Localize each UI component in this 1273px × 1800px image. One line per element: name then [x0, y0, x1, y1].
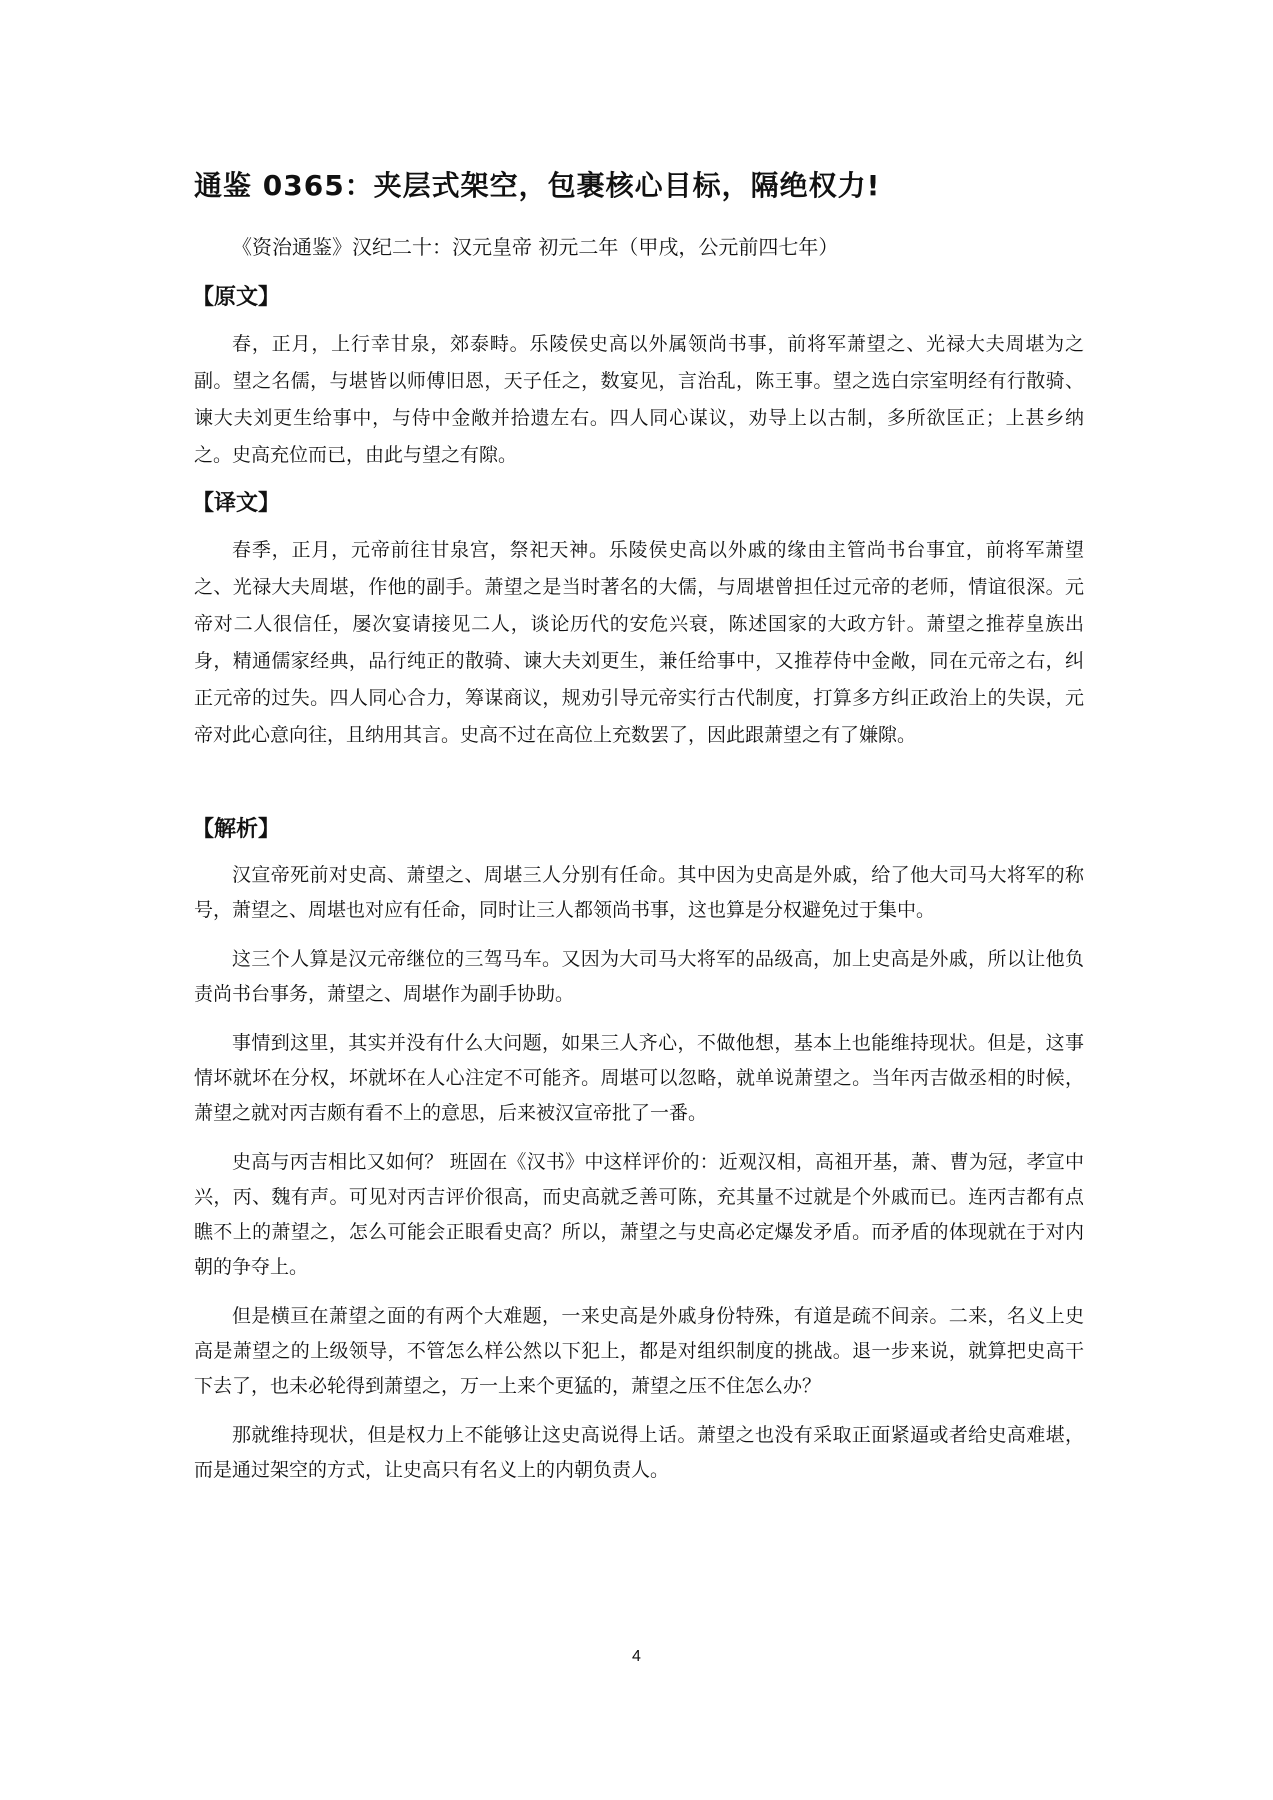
- analysis-p4-rest: 可见对丙吉评价很高，而史高就乏善可陈，充其量不过就是个外戚而已。连丙吉都有点瞧不上的萧望之，怎么可能会正眼看史高？所以，萧望之与史高必定爆发矛盾。而矛盾的体现就在于对内朝的争夺上。: [194, 1186, 1084, 1278]
- analysis-paragraph-4: [194, 1145, 1084, 1285]
- article-title: 通鉴 0365：夹层式架空，包裹核心目标，隔绝权力!: [194, 169, 881, 202]
- source-subtitle: 《资治通鉴》汉纪二十：汉元皇帝 初元二年（甲戌，公元前四七年）: [232, 235, 839, 259]
- original-text-paragraph: 春，正月，上行幸甘泉，郊泰畤。乐陵侯史高以外属领尚书事，前将军萧望之、光禄大夫周堪为之副。望之名儒，与堪皆以师傅旧恩，天子任之，数宴见，言治乱，陈王事。望之选白宗室明经有行散骑、谏大夫刘更生给事中，与侍中金敞并拾遗左右。四人同心谋议，劝导上以古制，多所欲匡正；上甚乡纳之。史高充位而已，由此与望之有隙。: [194, 333, 1084, 466]
- analysis-paragraph-3: 事情到这里，其实并没有什么大问题，如果三人齐心，不做他想，基本上也能维持现状。但是，这事情坏就坏在分权，坏就坏在人心注定不可能齐。周堪可以忽略，就单说萧望之。当年丙吉做丞相的时候，萧望之就对丙吉颇有看不上的意思，后来被汉宣帝批了一番。: [194, 1032, 1084, 1124]
- analysis-paragraph-6: 那就维持现状，但是权力上不能够让这史高说得上话。萧望之也没有采取正面紧逼或者给史高难堪，而是通过架空的方式，让史高只有名义上的内朝负责人。: [194, 1424, 1084, 1481]
- translation-heading: 【译文】: [192, 491, 281, 516]
- article: [194, 166, 1084, 1502]
- analysis-paragraph-2: 这三个人算是汉元帝继位的三驾马车。又因为大司马大将军的品级高，加上史高是外戚，所以让他负责尚书台事务，萧望之、周堪作为副手协助。: [194, 948, 1084, 1005]
- original-text-heading: 【原文】: [192, 285, 281, 310]
- page-number: 4: [632, 1648, 641, 1665]
- analysis-paragraph-5: 但是横亘在萧望之面的有两个大难题，一来史高是外戚身份特殊，有道是疏不间亲。二来，名义上史高是萧望之的上级领导，不管怎么样公然以下犯上，都是对组织制度的挑战。退一步来说，就算把史高干下去了，也未必轮得到萧望之，万一上来个更猛的，萧望之压不住怎么办？: [194, 1305, 1084, 1397]
- translation-paragraph: 春季，正月，元帝前往甘泉宫，祭祀天神。乐陵侯史高以外戚的缘由主管尚书台事宜，前将军萧望之、光禄大夫周堪，作他的副手。萧望之是当时著名的大儒，与周堪曾担任过元帝的老师，情谊很深。元帝对二人很信任，屡次宴请接见二人，谈论历代的安危兴衰，陈述国家的大政方针。萧望之推荐皇族出身，精通儒家经典，品行纯正的散骑、谏大夫刘更生，兼任给事中，又推荐侍中金敞，同在元帝之右，纠正元帝的过失。四人同心合力，筹谋商议，规劝引导元帝实行古代制度，打算多方纠正政治上的失误，元帝对此心意向往，且纳用其言。史高不过在高位上充数罢了，因此跟萧望之有了嫌隙。: [194, 539, 1084, 746]
- analysis-p4-lead: 史高与丙吉相比又如何？ 班固在《汉书》中这样评价的：: [232, 1151, 719, 1173]
- analysis-heading: 【解析】: [192, 817, 281, 842]
- hanshu-quote: 近观汉相，高祖开基，萧、曹为冠，孝宣中兴，丙、魏有声。: [194, 1151, 1084, 1208]
- analysis-paragraph-1: 汉宣帝死前对史高、萧望之、周堪三人分别有任命。其中因为史高是外戚，给了他大司马大将军的称号，萧望之、周堪也对应有任命，同时让三人都领尚书事，这也算是分权避免过于集中。: [194, 864, 1084, 921]
